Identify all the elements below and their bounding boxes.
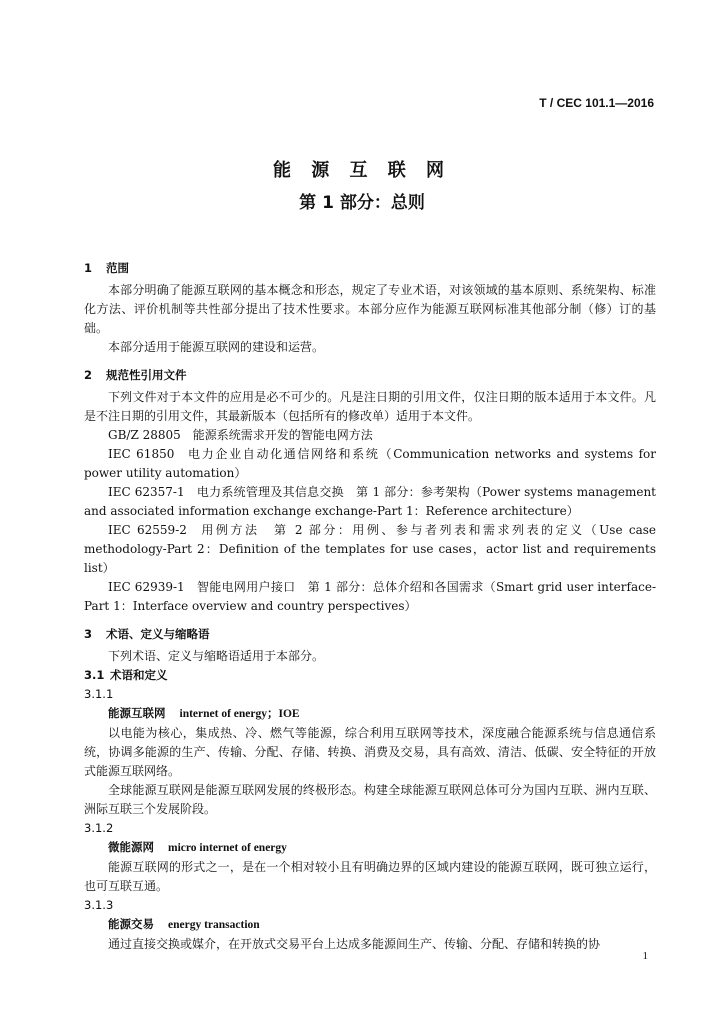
definition-paragraph: 能源互联网的形式之一，是在一个相对较小且有明确边界的区域内建设的能源互联网，既可独立运行，也可互联互通。 — [84, 860, 656, 893]
section-title: 术语、定义与缩略语 — [106, 627, 210, 641]
term-heading — [84, 915, 656, 935]
page-number: 1 — [642, 950, 648, 962]
clause-number: 3.1.3 — [84, 898, 114, 912]
section-heading — [84, 259, 656, 278]
term-en: energy transaction — [168, 919, 260, 931]
section-number: 1 — [84, 261, 93, 275]
subsection-number: 3.1 — [84, 668, 105, 682]
document-body — [84, 250, 656, 954]
reference-item — [84, 445, 656, 483]
paragraph: 下列术语、定义与缩略语适用于本部分。 — [108, 649, 325, 663]
document-title: 能 源 互 联 网 — [272, 160, 452, 181]
term-heading — [84, 838, 656, 858]
section-number: 3 — [84, 627, 93, 641]
section-heading — [84, 625, 656, 644]
reference-item — [84, 483, 656, 521]
section-title: 范围 — [106, 261, 129, 275]
clause-number: 3.1.2 — [84, 821, 114, 835]
reference-text: 用例方法 第 2 部分：用例、参与者列表和需求列表的定义（Use case methodology-Part 2：Definition of the templates for use cases，actor list and requirements list） — [84, 523, 657, 575]
reference-item — [84, 521, 656, 578]
document-subtitle: 第 1 部分：总则 — [299, 193, 425, 213]
reference-item — [84, 578, 656, 616]
reference-code: IEC 62357-1 — [108, 485, 185, 499]
paragraph: 本部分适用于能源互联网的建设和运营。 — [108, 340, 325, 354]
section-heading — [84, 366, 656, 385]
definition-paragraph: 以电能为核心，集成热、冷、燃气等能源，综合利用互联网等技术，深度融合能源系统与信息通信系统，协调多能源的生产、传输、分配、存储、转换、消费及交易，具有高效、清洁、低碳、安全特征的开放式能源互联网络。 — [84, 726, 656, 778]
reference-text: 能源系统需求开发的智能电网方法 — [192, 428, 373, 442]
definition-paragraph: 全球能源互联网是能源互联网发展的终极形态。构建全球能源互联网总体可分为国内互联、洲内互联、洲际互联三个发展阶段。 — [84, 783, 656, 816]
standard-code: T / CEC 101.1—2016 — [539, 96, 654, 110]
reference-code: IEC 61850 — [108, 447, 175, 461]
reference-text: 电力企业自动化通信网络和系统（Communication networks and systems for power utility automation） — [84, 447, 657, 480]
subsection-heading — [84, 666, 656, 685]
reference-item — [84, 426, 656, 445]
reference-text: 智能电网用户接口 第 1 部分：总体介绍和各国需求（Smart grid user interface-Part 1：Interface overview and country perspectives） — [84, 580, 656, 613]
term-en: internet of energy；IOE — [179, 708, 300, 720]
reference-code: IEC 62559-2 — [108, 523, 187, 537]
reference-code: IEC 62939-1 — [108, 580, 185, 594]
term-cn: 微能源网 — [108, 840, 154, 854]
section-title: 规范性引用文件 — [106, 368, 187, 382]
definition-paragraph: 通过直接交换或媒介，在开放式交易平台上达成多能源间生产、传输、分配、存储和转换的协 — [108, 937, 601, 951]
term-cn: 能源交易 — [108, 917, 154, 931]
subsection-title: 术语和定义 — [110, 668, 168, 682]
paragraph: 本部分明确了能源互联网的基本概念和形态，规定了专业术语，对该领域的基本原则、系统架构、标准化方法、评价机制等共性部分提出了技术性要求。本部分应作为能源互联网标准其他部分制（修）订的基础。 — [84, 283, 656, 335]
reference-text: 电力系统管理及其信息交换 第 1 部分：参考架构（Power systems management and associated information exchange exchange-Part 1：Reference architecture） — [84, 485, 657, 518]
paragraph: 下列文件对于本文件的应用是必不可少的。凡是注日期的引用文件，仅注日期的版本适用于本文件。凡是不注日期的引用文件，其最新版本（包括所有的修改单）适用于本文件。 — [84, 390, 656, 423]
term-cn: 能源互联网 — [108, 706, 166, 720]
section-number: 2 — [84, 368, 93, 382]
term-heading — [84, 704, 656, 724]
reference-code: GB/Z 28805 — [108, 428, 181, 442]
clause-number: 3.1.1 — [84, 687, 114, 701]
term-en: micro internet of energy — [168, 842, 287, 854]
